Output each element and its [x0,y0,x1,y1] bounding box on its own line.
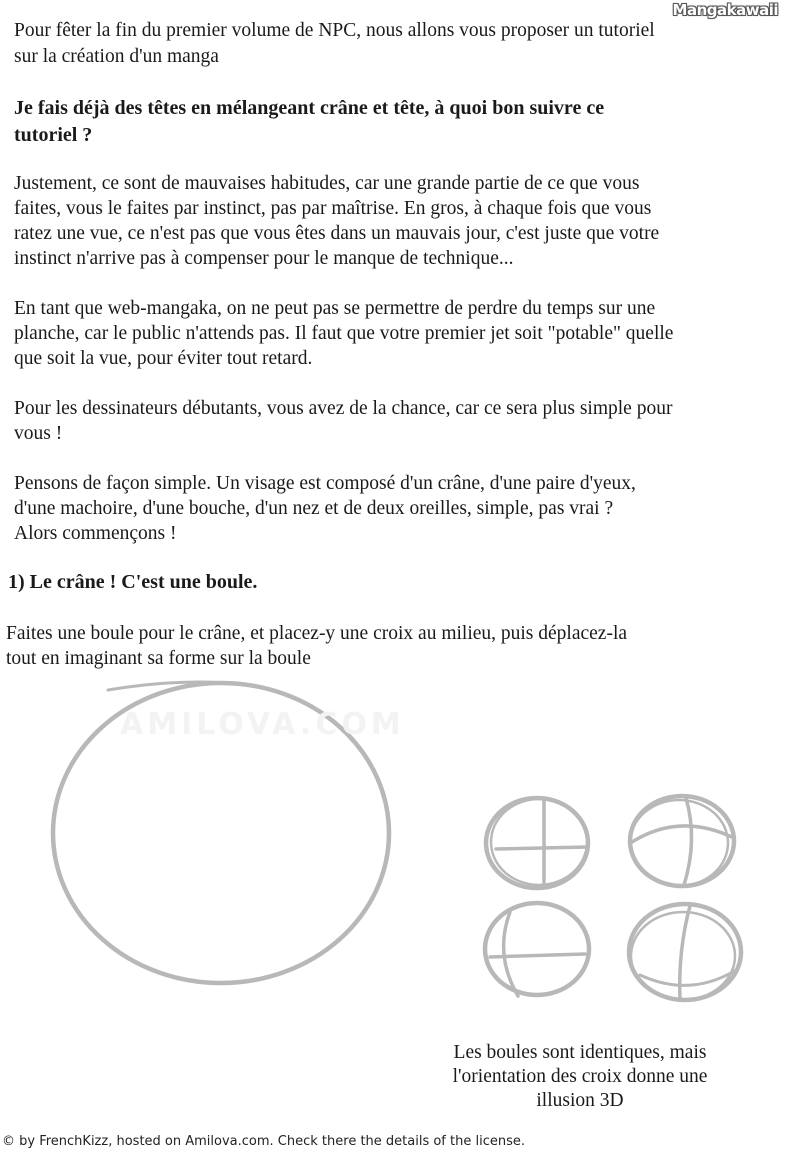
question-heading: Je fais déjà des têtes en mélangeant crâne et tête, à quoi bon suivre ce [14,97,605,119]
ball-tilted-down-cross [629,904,741,1000]
sketch-caption [440,1041,720,1113]
paragraph-line: Pensons de façon simple. Un visage est composé d'un crâne, d'une paire d'yeux, [14,473,636,494]
paragraph-line: Justement, ce sont de mauvaises habitudes, car une grande partie de ce que vous [14,173,640,194]
paragraph-line: vous ! [14,423,63,444]
ball-front-cross [486,798,588,888]
caption-line: Les boules sont identiques, mais [453,1042,707,1063]
paragraph-line: ratez une vue, ce n'est pas que vous êtes dans un mauvais jour, c'est juste que votre [14,223,660,244]
intro-line: sur la création d'un manga [14,46,219,67]
caption-line: illusion 3D [536,1090,624,1111]
watermark: AMILOVA.COM [120,707,405,742]
site-logo: Mangakawaii [672,1,778,19]
instruction-line: tout en imaginant sa forme sur la boule [6,648,311,669]
intro-line: Pour fêter la fin du premier volume de NPC, nous allons vous proposer un tutoriel [14,20,655,41]
paragraph-line: instinct n'arrive pas à compenser pour le manque de technique... [14,248,514,269]
section-heading: 1) Le crâne ! C'est une boule. [8,571,258,593]
paragraph-line: faites, vous le faites par instinct, pas par maîtrise. En gros, à chaque fois que vous [14,198,652,219]
instruction-line: Faites une boule pour le crâne, et placez-y une croix au milieu, puis déplacez-la [6,623,628,644]
ball-turned-left-cross [485,903,589,996]
ball-tilted-up-cross [630,796,734,886]
caption-line: l'orientation des croix donne une [452,1066,708,1087]
question-heading: tutoriel ? [14,124,93,146]
paragraph-line: Alors commençons ! [14,523,177,544]
paragraph-line: que soit la vue, pour éviter tout retard. [14,348,313,369]
paragraph-line: En tant que web-mangaka, on ne peut pas se permettre de perdre du temps sur une [14,298,656,319]
license-footer: © by FrenchKizz, hosted on Amilova.com. Check there the details of the license. [2,1134,525,1149]
paragraph-line: planche, car le public n'attends pas. Il faut que votre premier jet soit "potable" quelle [14,323,674,344]
paragraph-line: d'une machoire, d'une bouche, d'un nez et de deux oreilles, simple, pas vrai ? [14,498,614,519]
paragraph-line: Pour les dessinateurs débutants, vous avez de la chance, car ce sera plus simple pour [14,398,673,419]
